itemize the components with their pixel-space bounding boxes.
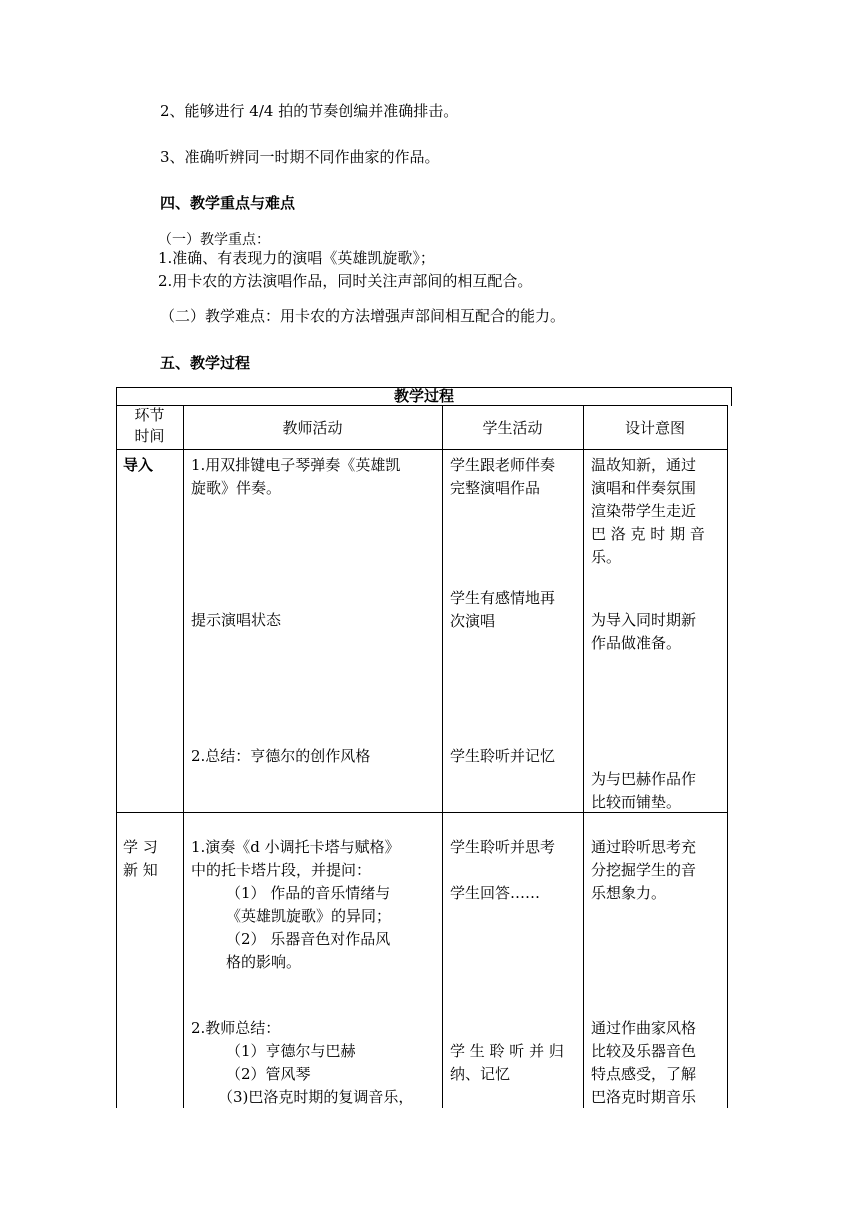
table-col-divider-2 <box>442 405 443 1108</box>
section-4-heading: 四、教学重点与难点 <box>160 194 296 212</box>
row1-student-b: 学生有感情地再 次演唱 <box>450 589 556 630</box>
row2-teacher-b: 2.教师总结： <box>191 1019 281 1037</box>
row1-student-c: 学生聆听并记忆 <box>450 747 556 765</box>
row2-teacher-a: 1.演奏《d 小调托卡塔与赋格》 中的托卡塔片段，并提问： <box>191 838 400 879</box>
row1-student-a: 学生跟老师伴奏 完整演唱作品 <box>450 456 556 497</box>
table-col-divider-1 <box>183 405 184 1108</box>
key-point-1: 1.准确、有表现力的演唱《英雄凯旋歌》； <box>158 249 435 267</box>
section-5-heading: 五、教学过程 <box>160 354 251 372</box>
row2-intent-b: 通过作曲家风格 比较及乐器音色 特点感受，了解 巴洛克时期音乐 <box>591 1019 697 1106</box>
key-point-2: 2.用卡农的方法演唱作品，同时关注声部间的相互配合。 <box>158 272 533 290</box>
row1-stage: 导入 <box>123 456 154 474</box>
header-student-activity: 学生活动 <box>482 419 543 437</box>
table-right-border <box>727 405 728 1108</box>
objective-item-3: 3、准确听辨同一时期不同作曲家的作品。 <box>160 148 440 166</box>
row2-intent-a: 通过聆听思考充 分挖掘学生的音 乐想象力。 <box>591 838 697 902</box>
row1-teacher-b: 提示演唱状态 <box>191 611 282 629</box>
header-teacher-activity: 教师活动 <box>282 419 343 437</box>
objective-item-2: 2、能够进行 4/4 拍的节奏创编并准确排击。 <box>160 102 459 120</box>
row2-stage: 学 习 新 知 <box>123 838 158 879</box>
row1-teacher-a: 1.用双排键电子琴弹奏《英雄凯 旋歌》伴奏。 <box>191 456 401 497</box>
row2-teacher-b3: （3)巴洛克时期的复调音乐， <box>218 1088 414 1106</box>
difficulty-point: （二）教学难点：用卡农的方法增强声部间相互配合的能力。 <box>160 307 566 325</box>
row2-student-c: 学 生 聆 听 并 归 纳、记忆 <box>450 1042 564 1083</box>
row2-student-a: 学生聆听并思考 <box>450 838 556 856</box>
key-points-label: （一）教学重点： <box>158 232 270 248</box>
row1-teacher-c: 2.总结：亨德尔的创作风格 <box>191 747 371 765</box>
table-title: 教学过程 <box>393 387 454 405</box>
row1-intent-a: 温故知新，通过 演唱和伴奏氛围 渲染带学生走近 巴 洛 克 时 期 音 乐。 <box>591 456 705 566</box>
row1-intent-c: 为与巴赫作品作 比较而铺垫。 <box>591 770 697 811</box>
row2-student-b: 学生回答…… <box>450 884 541 902</box>
row2-teacher-b2: （2）管风琴 <box>226 1065 311 1083</box>
header-design-intent: 设计意图 <box>624 419 685 437</box>
table-header-separator <box>116 449 728 450</box>
row2-teacher-b1: （1）亨德尔与巴赫 <box>226 1042 356 1060</box>
row2-teacher-a1: （1） 作品的音乐情绪与 《英雄凯旋歌》的异同； <box>226 884 392 925</box>
header-stage-time: 环节 时间 <box>134 406 165 445</box>
row1-intent-b: 为导入同时期新 作品做准备。 <box>591 611 697 652</box>
table-left-border <box>116 387 117 1108</box>
table-col-divider-3 <box>583 405 584 1108</box>
row2-teacher-a2: （2） 乐器音色对作品风 格的影响。 <box>226 930 391 971</box>
